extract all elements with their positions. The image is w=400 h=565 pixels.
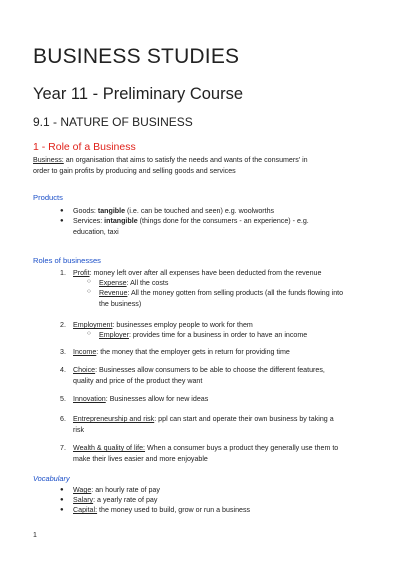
role-entrepreneurship — [73, 414, 378, 435]
list-number: 4. — [60, 366, 66, 374]
role-text: When a consumer buys a product they generally use them to — [145, 444, 339, 452]
list-number: 7. — [60, 444, 66, 452]
goods-label: Goods: — [73, 207, 98, 215]
role-term: Entrepreneurship and risk — [73, 415, 155, 423]
services-line2: education, taxi — [73, 227, 119, 236]
role-text: : the money that the employer gets in return for providing time — [96, 348, 290, 356]
page-number: 1 — [33, 532, 37, 539]
role-term: Income — [73, 348, 97, 356]
bullet-icon: ● — [60, 208, 64, 214]
roles-heading: Roles of businesses — [33, 256, 101, 265]
bullet-icon: ● — [60, 218, 64, 224]
list-number: 6. — [60, 415, 66, 423]
role-income — [73, 347, 378, 358]
vocab-text: : an hourly rate of pay — [91, 486, 160, 494]
document-title: BUSINESS STUDIES — [33, 45, 240, 68]
bullet-icon: ● — [60, 487, 64, 493]
role-wealth — [73, 443, 378, 464]
sub-term: Employer — [99, 331, 129, 339]
services-text: (things done for the consumers - an experience) - e.g. — [137, 217, 309, 225]
sub-text-line2: the business) — [99, 299, 142, 308]
vocab-wage — [73, 485, 378, 496]
role-text: : businesses employ people to work for them — [112, 321, 253, 329]
role-text: : Businesses allow consumers to be able to choose the different features, — [95, 366, 325, 374]
business-def-line2: order to gain profits by producing and selling goods and services — [33, 166, 236, 175]
circle-bullet-icon: ○ — [87, 278, 91, 285]
profit-revenue — [99, 288, 384, 309]
vocab-term: Wage — [73, 486, 92, 494]
products-services — [73, 216, 378, 237]
vocab-capital — [73, 505, 378, 516]
role-term: Profit — [73, 269, 90, 277]
products-goods — [73, 206, 378, 217]
role-choice — [73, 365, 378, 386]
role-text-line2: risk — [73, 425, 85, 434]
sub-text: : All the money gotten from selling products (all the funds flowing into — [127, 289, 344, 297]
role-innovation — [73, 394, 378, 405]
section-heading: 9.1 - NATURE OF BUSINESS — [33, 115, 193, 129]
profit-expense — [99, 278, 384, 289]
list-number: 2. — [60, 321, 66, 329]
document-subtitle: Year 11 - Preliminary Course — [33, 85, 244, 103]
role-employment — [73, 320, 378, 331]
bullet-icon: ● — [60, 497, 64, 503]
role-term: Choice — [73, 366, 96, 374]
business-term: Business: — [33, 156, 64, 164]
role-text: : Businesses allow for new ideas — [105, 395, 209, 403]
services-bold: intangible — [104, 217, 138, 225]
sub-text: : All the costs — [126, 279, 169, 287]
business-definition — [33, 155, 308, 176]
vocabulary-heading: Vocabulary — [33, 474, 70, 483]
goods-text: (i.e. can be touched and seen) e.g. woolworths — [125, 207, 275, 215]
bullet-icon: ● — [60, 507, 64, 513]
sub-text: : provides time for a business in order to have an income — [128, 331, 308, 339]
vocab-term: Capital: — [73, 506, 98, 514]
sub-term: Revenue — [99, 289, 128, 297]
list-number: 1. — [60, 269, 66, 277]
goods-bold: tangible — [97, 207, 126, 215]
list-number: 3. — [60, 348, 66, 356]
vocab-term: Salary — [73, 496, 94, 504]
role-text-line2: make their lives easier and more enjoyable — [73, 454, 208, 463]
products-heading: Products — [33, 193, 63, 202]
circle-bullet-icon: ○ — [87, 288, 91, 295]
role-text: : money left over after all expenses have been deducted from the revenue — [89, 269, 322, 277]
employment-employer — [99, 330, 384, 341]
role-text-line2: quality and price of the product they want — [73, 376, 203, 385]
vocab-text: : a yearly rate of pay — [93, 496, 158, 504]
role-term: Employment — [73, 321, 113, 329]
subsection-heading: 1 - Role of a Business — [33, 141, 136, 153]
services-label: Services: — [73, 217, 105, 225]
vocab-text: the money used to build, grow or run a business — [97, 506, 251, 514]
role-term: Innovation — [73, 395, 106, 403]
role-profit — [73, 268, 378, 279]
circle-bullet-icon: ○ — [87, 330, 91, 337]
role-text: : ppl can start and operate their own business by taking a — [154, 415, 334, 423]
business-def-line1: an organisation that aims to satisfy the needs and wants of the consumers' in — [63, 156, 308, 164]
sub-term: Expense — [99, 279, 127, 287]
role-term: Wealth & quality of life: — [73, 444, 146, 452]
vocab-salary — [73, 495, 378, 506]
list-number: 5. — [60, 395, 66, 403]
